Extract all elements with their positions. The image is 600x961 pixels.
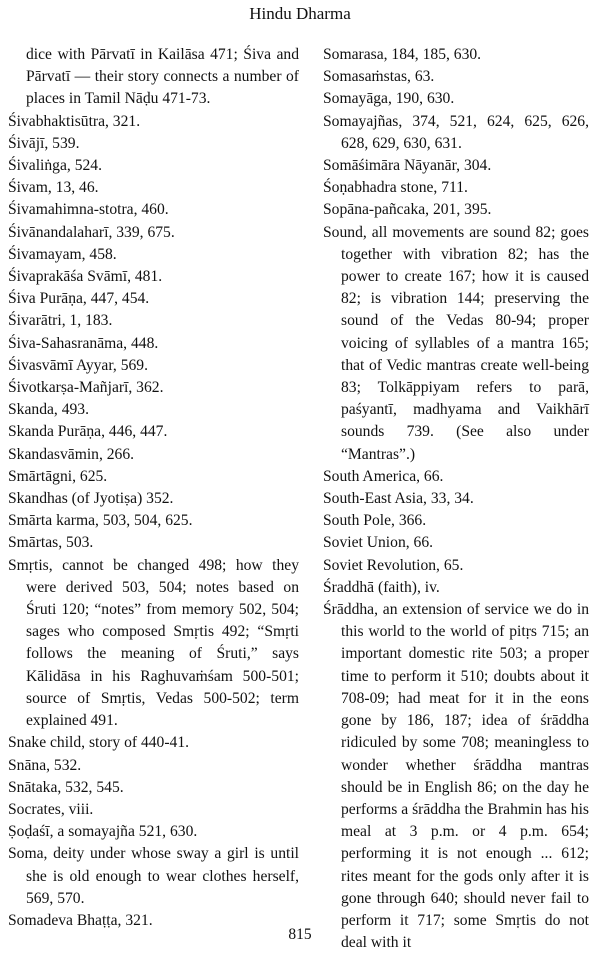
- index-entry: Śoṇabhadra stone, 711.: [323, 179, 468, 197]
- index-entry: Śiva Purāṇa, 447, 454.: [8, 290, 150, 308]
- index-entry: Somarasa, 184, 185, 630.: [323, 46, 482, 63]
- index-entry: Skandasvāmin, 266.: [8, 445, 135, 463]
- index-entry: Soviet Union, 66.: [323, 534, 434, 552]
- index-entry: Śiva-Sahasranāma, 448.: [8, 334, 159, 352]
- index-entry: Somāśimāra Nāyanār, 304.: [323, 157, 492, 175]
- index-entry: Sound, all movements are sound 82; goes together with vibration 82; has the power to create 167; how it is caused 82; is vibration 144; preserving the sound of the Vedas 80-94; proper voicing of syllables of a mantra 165; that of Vedic mantras create well-being 83; Tolkāppiyam refers to parā, paśyantī, madhyama and Vaikhārī sounds 739. (See also under “Mantras”.): [323, 223, 589, 463]
- index-entry: Smārtas, 503.: [8, 534, 94, 552]
- index-entry: Śivarātri, 1, 183.: [8, 312, 113, 330]
- index-entry: Śivaliṅga, 524.: [8, 157, 102, 175]
- page-number: 815: [288, 926, 312, 943]
- index-entry: Śivabhaktisūtra, 321.: [8, 112, 141, 130]
- index-entry: Śivājī, 539.: [8, 134, 80, 152]
- index-entry: Soma, deity under whose sway a girl is until she is old enough to wear clothes herself, 569, 570.: [8, 845, 299, 907]
- index-entry: Ṣoḍaśī, a somayajña 521, 630.: [8, 823, 198, 841]
- index-entry: Smārtāgni, 625.: [8, 467, 108, 485]
- index-entry: Somayāga, 190, 630.: [323, 90, 455, 108]
- index-entry: Śivaprakāśa Svāmī, 481.: [8, 268, 163, 286]
- index-entry: Somayajñas, 374, 521, 624, 625, 626, 628, 629, 630, 631.: [323, 112, 589, 152]
- index-entry: Sopāna-pañcaka, 201, 395.: [323, 201, 492, 219]
- index-entry: Smārta karma, 503, 504, 625.: [8, 512, 193, 530]
- index-entry: Śivamayam, 458.: [8, 245, 117, 263]
- running-header: Hindu Dharma: [249, 4, 351, 23]
- index-entry: Śraddhā (faith), iv.: [323, 578, 440, 596]
- index-entry: Socrates, viii.: [8, 800, 94, 818]
- index-entry-continued: dice with Pārvatī in Kailāsa 471; Śiva and Pārvatī — their story connects a number of places in Tamil Nāḍu 471-73.: [26, 46, 299, 108]
- index-entry: Śivotkarṣa-Mañjarī, 362.: [8, 379, 164, 397]
- index-entry: Snātaka, 532, 545.: [8, 778, 124, 796]
- index-entry: South-East Asia, 33, 34.: [323, 490, 474, 508]
- index-entry: Skandhas (of Jyotiṣa) 352.: [8, 490, 174, 508]
- index-entry: Skanda, 493.: [8, 401, 89, 419]
- index-entry: South America, 66.: [323, 467, 444, 485]
- index-entry: Śivam, 13, 46.: [8, 179, 99, 197]
- index-entry: Śivamahimna-stotra, 460.: [8, 201, 169, 219]
- index-entry: South Pole, 366.: [323, 512, 427, 530]
- index-entry: Śivānandalaharī, 339, 675.: [8, 223, 175, 241]
- index-entry: Smṛtis, cannot be changed 498; how they were derived 503, 504; notes based on Śruti 120; “notes” from memory 502, 504; sages who composed Smṛtis 492; “Smṛti follows the meaning of Śruti,” says Kālidāsa in his Raghuvaṁśam 500-501; source of Smṛtis, Vedas 500-502; term explained 491.: [8, 556, 299, 730]
- index-entry: Snake child, story of 440-41.: [8, 734, 190, 752]
- index-column-right: [323, 44, 589, 954]
- index-entry: Soviet Revolution, 65.: [323, 556, 464, 574]
- index-entry: Somadeva Bhaṭṭa, 321.: [8, 911, 153, 929]
- index-column-left: [8, 44, 299, 932]
- index-entry: Śrāddha, an extension of service we do in this world to the world of pitṛs 715; an important domestic rite 503; a proper time to perform it 510; doubts about it 708-09; had meat for it in the eons gone by 186, 187; idea of śrāddha ridiculed by some 708; meaningless to wonder whether śrāddha mantras should be in English 86; on the day he performs a śrāddha the Brahmin has his meal at 3 p.m. or 4 p.m. 654; performing it is not enough ... 612; rites meant for the gods only after it is gone through 640; should never fail to perform it 717; some Smṛtis do not deal with it: [323, 601, 589, 952]
- index-entry: Śivasvāmī Ayyar, 569.: [8, 356, 149, 374]
- index-entry: Skanda Purāṇa, 446, 447.: [8, 423, 168, 441]
- index-entry: Snāna, 532.: [8, 756, 82, 774]
- index-entry: Somasaṁstas, 63.: [323, 68, 435, 86]
